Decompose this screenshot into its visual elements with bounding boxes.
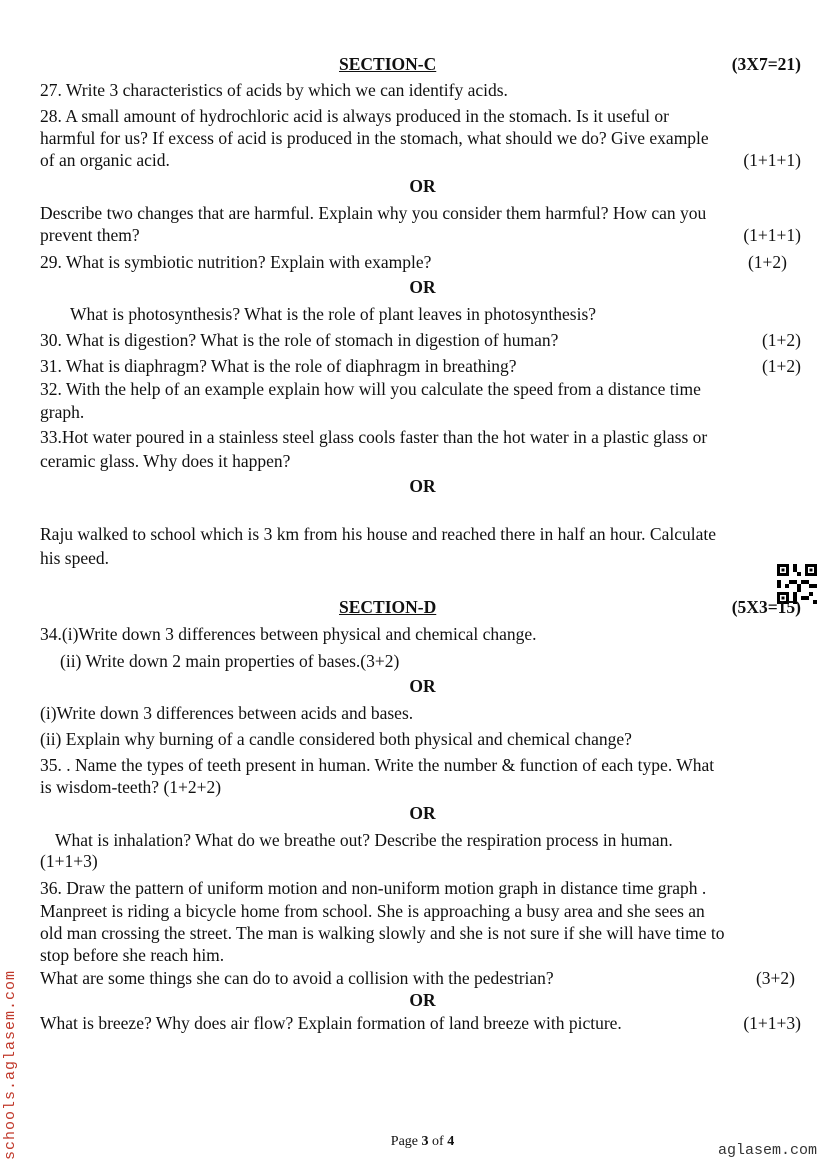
question-28-line: 28. A small amount of hydrochloric acid is always produced in the stomach. Is it useful or: [40, 106, 669, 126]
question-29-alt: What is photosynthesis? What is the role of plant leaves in photosynthesis?: [70, 304, 597, 324]
question-28-marks: (1+1+1): [743, 150, 801, 170]
question-34-line: 34.(i)Write down 3 differences between physical and chemical change.: [40, 624, 537, 644]
question-29: 29. What is symbiotic nutrition? Explain with example?: [40, 252, 432, 272]
question-31-marks: (1+2): [761, 356, 801, 376]
footer-watermark: aglasem.com: [717, 1142, 817, 1159]
question-28-alt-line: Describe two changes that are harmful. Explain why you consider them harmful? How can you: [40, 203, 707, 223]
question-28-alt-line: prevent them?: [40, 225, 140, 245]
question-32-line: graph.: [40, 402, 85, 422]
question-27: 27. Write 3 characteristics of acids by which we can identify acids.: [40, 80, 508, 100]
question-36-line: 36. Draw the pattern of uniform motion and non-uniform motion graph in distance time graph .: [40, 878, 707, 898]
question-35-line: is wisdom-teeth? (1+2+2): [40, 777, 222, 797]
page-number: 3: [421, 1134, 429, 1149]
question-33-line: ceramic glass. Why does it happen?: [40, 451, 291, 471]
question-36-line: stop before she reach him.: [40, 945, 225, 965]
question-31: 31. What is diaphragm? What is the role of diaphragm in breathing?: [40, 356, 517, 376]
or-separator: OR: [409, 476, 436, 496]
section-c-title: SECTION-C: [339, 54, 437, 74]
question-36-marks: (3+2): [755, 968, 795, 988]
question-34-alt-line: (ii) Explain why burning of a candle considered both physical and chemical change?: [40, 729, 632, 749]
question-33-alt-line: his speed.: [40, 548, 110, 568]
or-separator: OR: [409, 277, 436, 297]
question-33-alt-line: Raju walked to school which is 3 km from his house and reached there in half an hour. Calculate: [40, 524, 716, 544]
question-36-line: What are some things she can do to avoid a collision with the pedestrian?: [40, 968, 554, 988]
question-35-line: 35. . Name the types of teeth present in human. Write the number & function of each type. What: [40, 755, 715, 775]
page-label: Page: [390, 1134, 419, 1149]
question-36-alt-marks: (1+1+3): [743, 1013, 801, 1033]
question-28-alt-marks: (1+1+1): [743, 225, 801, 245]
page-total: 4: [447, 1134, 455, 1149]
question-28-line: harmful for us? If excess of acid is produced in the stomach, what should we do? Give example: [40, 128, 709, 148]
question-36-line: old man crossing the street. The man is walking slowly and she is not sure if she will have time to: [40, 923, 725, 943]
side-watermark: schools.aglasem.com: [2, 969, 19, 1160]
question-35-alt-line: What is inhalation? What do we breathe out? Describe the respiration process in human.: [55, 830, 673, 850]
question-28-line: of an organic acid.: [40, 150, 170, 170]
question-34-line: (ii) Write down 2 main properties of bases.(3+2): [60, 651, 400, 671]
or-separator: OR: [409, 990, 436, 1010]
or-separator: OR: [409, 676, 436, 696]
section-c-marks: (3X7=21): [731, 54, 801, 74]
question-33-line: 33.Hot water poured in a stainless steel glass cools faster than the hot water in a plastic glass or: [40, 427, 708, 447]
question-36-line: Manpreet is riding a bicycle home from school. She is approaching a busy area and she sees an: [40, 901, 705, 921]
section-d-marks: (5X3=15): [731, 597, 801, 617]
question-29-marks: (1+2): [747, 252, 787, 272]
question-35-alt-line: (1+1+3): [40, 851, 98, 871]
or-separator: OR: [409, 803, 436, 823]
question-36-alt: What is breeze? Why does air flow? Explain formation of land breeze with picture.: [40, 1013, 622, 1033]
question-34-alt-line: (i)Write down 3 differences between acids and bases.: [40, 703, 414, 723]
page-footer: [0, 1134, 827, 1150]
question-30: 30. What is digestion? What is the role of stomach in digestion of human?: [40, 330, 559, 350]
or-separator: OR: [409, 176, 436, 196]
page-of: of: [432, 1134, 444, 1149]
question-32-line: 32. With the help of an example explain how will you calculate the speed from a distance time: [40, 379, 701, 399]
section-d-title: SECTION-D: [339, 597, 437, 617]
question-30-marks: (1+2): [761, 330, 801, 350]
